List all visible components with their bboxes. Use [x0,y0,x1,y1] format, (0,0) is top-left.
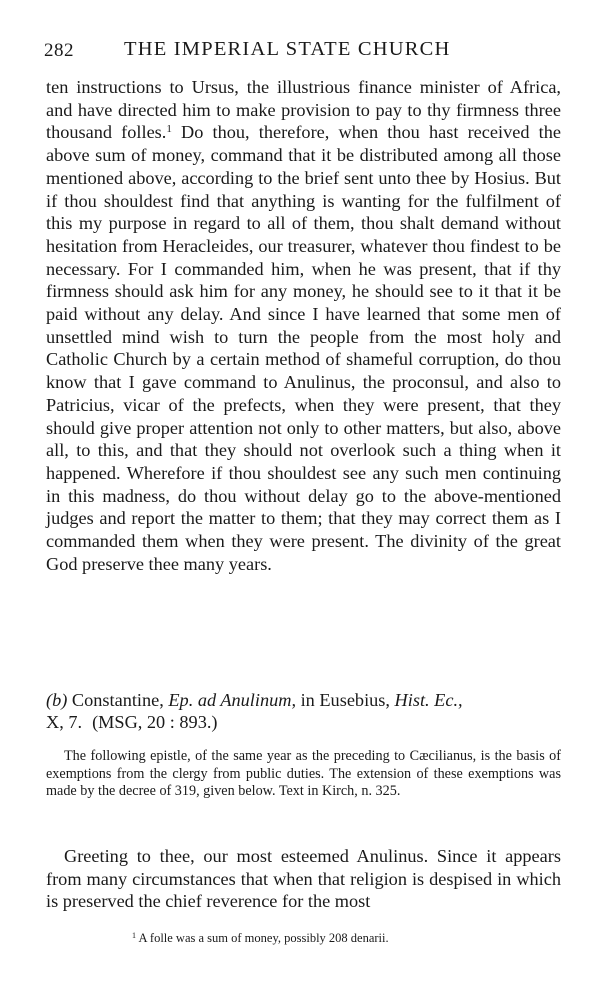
section-msg: (MSG, 20 : 893.) [92,712,218,732]
section-reference [46,689,561,733]
footnote [132,930,562,946]
footnote-reference: 1 [166,123,172,136]
page-number: 282 [44,40,74,61]
section-location: X, 7. [46,712,83,732]
page-header [46,40,561,66]
section-in: in Eusebius, [296,690,395,710]
section-author: Constantine, [71,690,164,710]
section-work: Ep. ad Anulinum, [168,690,297,710]
footnote-text: A folle was a sum of money, possibly 208 denarii. [138,931,389,945]
body-text-start: ten instructions to Ursus, the illustrious finance minister of Africa, and have directed him to make provision to pay to thy firmness three thousand folles. [46,77,561,143]
section-source: Hist. Ec., [394,690,463,710]
running-title: THE IMPERIAL STATE CHURCH [124,38,451,60]
footnote-marker: 1 [132,931,136,940]
letter-start-text: Greeting to thee, our most esteemed Anulinus. Since it appears from many circumstances that when that religion is despised in which is preserved the chief reverence for the most [46,846,561,912]
body-text-continued: Do thou, therefore, when thou hast received the above sum of money, command that it be distributed among all those mentioned above, according to the brief sent unto thee by Hosius. But if thou shouldest find that anything is wanting for the fulfilment of this my purpose in regard to all of them, thou shalt demand without hesitation from Heracleides, our treasurer, whatever thou findest to be necessary. For I commanded him, when he was present, that if thy firmness should ask him for any money, he should see to it that it be paid without any delay. And since I have learned that some men of unsettled mind wish to turn the people from the most holy and Catholic Church by a certain method of shameful corruption, do thou know that I gave command to Anulinus, the proconsul, and also to Patricius, vicar of the prefects, when they were present, that they should give proper attention not only to other matters, but also, above all, to this, and that they should not overlook such a thing when it happened. Wherefore if thou shouldest see any such men continuing in this madness, do thou without delay go to the above-mentioned judges and report the matter to them; that they may correct them as I commanded them when they were present. The divinity of the great God preserve thee many years. [46,122,561,574]
body-paragraph [46,76,561,575]
letter-paragraph [46,845,561,913]
intro-note [46,748,561,801]
intro-note-text: The following epistle, of the same year as the preceding to Cæcilianus, is the basis of exemptions from the clergy from public duties. The extension of these exemptions was made by the decree of 319, given below. Text in Kirch, n. 325. [46,748,561,799]
section-label: (b) [46,690,68,710]
